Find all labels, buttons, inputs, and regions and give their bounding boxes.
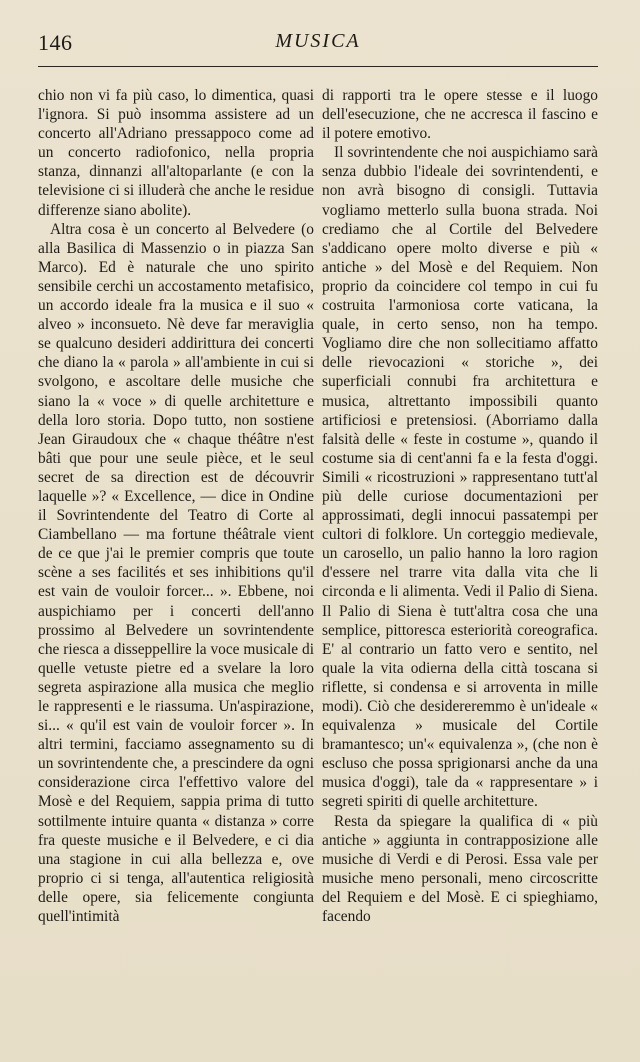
header-rule [38, 66, 598, 67]
running-title: MUSICA [275, 30, 361, 52]
paragraph: di rapporti tra le opere stesse e il luogo dell'esecuzione, che ne accresca il fascino e il potere emotivo. [322, 87, 598, 143]
paragraph: chio non vi fa più caso, lo dimentica, quasi l'ignora. Si può insomma assistere ad un concerto all'Adriano pressappoco come ad un concerto radiofonico, nella propria stanza, dinnanzi all'altoparlante (e con la televisione ci si illuderà che anche le residue differenze siano abolite). [38, 87, 314, 219]
left-column [38, 86, 314, 1046]
right-column [322, 86, 598, 1046]
paragraph: Il sovrintendente che noi auspichiamo sarà senza dubbio l'ideale dei sovrintendenti, e non avrà bisogno di consigli. Tuttavia vogliamo metterlo sulla buona strada. Noi crediamo che al Cortile del Belvedere s'addicano opere molto diverse e più « antiche » del Mosè e del Requiem. Non proprio da coincidere col tempo in cui fu costruita l'armoniosa corte vaticana, la quale, in certo senso, non ha tempo. Vogliamo dire che non sollecitiamo affatto delle rievocazioni « storiche », dei superficiali connubi fra architettura e musica, altrettanto impossibili quanto artificiosi e pretensiosi. (Aborriamo dalla falsità delle « feste in costume », quando il costume sia di cent'anni fa e la festa d'oggi. Simili « ricostruzioni » rappresentano tutt'al più delle curiose documentazioni per approssimati, degli innocui passatempi per cultori di folklore. Un corteggio medievale, un carosello, un palio hanno la loro ragion d'essere nel trarre vita dalla vita che li circonda e li alimenta. Vedi il Palio di Siena. Il Palio di Siena è tutt'altra cosa che una semplice, pittoresca esteriorità coreografica. E' al contrario un fatto vero e sentito, nel quale la vita odierna della città toscana si riflette, si condensa e si arroventa in mille modi). Ciò che desidereremmo è un'ideale « equivalenza » musicale del Cortile bramantesco; un'« equivalenza », (che non è escluso che possa sprigionarsi anche da una musica d'oggi), tale da « rappresentare » i segreti spiriti di quelle architetture. [322, 144, 598, 811]
page-header [38, 30, 598, 64]
page-number: 146 [38, 30, 73, 55]
paragraph: Resta da spiegare la qualifica di « più antiche » aggiunta in contrapposizione alle musiche di Verdi e di Perosi. Essa vale per musiche meno personali, meno circoscritte del Requiem e del Mosè. E ci spieghiamo, facendo [322, 812, 598, 926]
text-columns [38, 86, 598, 1046]
paragraph: Altra cosa è un concerto al Belvedere (o alla Basilica di Massenzio o in piazza San Marco). Ed è naturale che uno spirito sensibile cerchi un accostamento metafisico, un accordo ideale fra la musica e il suo « alveo » inconsueto. Nè deve far meraviglia se qualcuno desideri addirittura dei concerti che diano la « parola » all'ambiente in cui si svolgono, e ascoltare delle musiche che siano la « voce » di quelle architetture e della loro storia. Dopo tutto, non sostiene Jean Giraudoux che « chaque théâtre n'est bâti que pour une seule pièce, et le seul secret de sa direction est de découvrir laquelle »? « Excellence, — dice in Ondine il Sovrintendente del Teatro di Corte al Ciambellano — ma fortune théâtrale vient de ce que j'ai le premier compris que toute scène a ses facilités et ses inhibitions qu'il est vain de vouloir forcer... ». Ebbene, noi auspichiamo per i concerti dell'anno prossimo al Belvedere un sovrintendente che riesca a disseppellire la voce musicale di quelle vetuste pietre ed a svelare la loro segreta aspirazione alla musica che meglio le rappresenti e le riassuma. Un'aspirazione, si... « qu'il est vain de vouloir forcer ». In altri termini, facciamo assegnamento su di un sovrintendente che, a prescindere da ogni considerazione circa l'effettivo valore del Mosè e del Requiem, sappia prima di tutto sottilmente intuire quanta « distanza » corre fra queste musiche e il Belvedere, e ci dia una stagione in cui alla bellezza e, ove proprio ci si tenga, all'autentica religiosità delle opere, sia felicemente congiunta quell'intimità [38, 220, 314, 926]
